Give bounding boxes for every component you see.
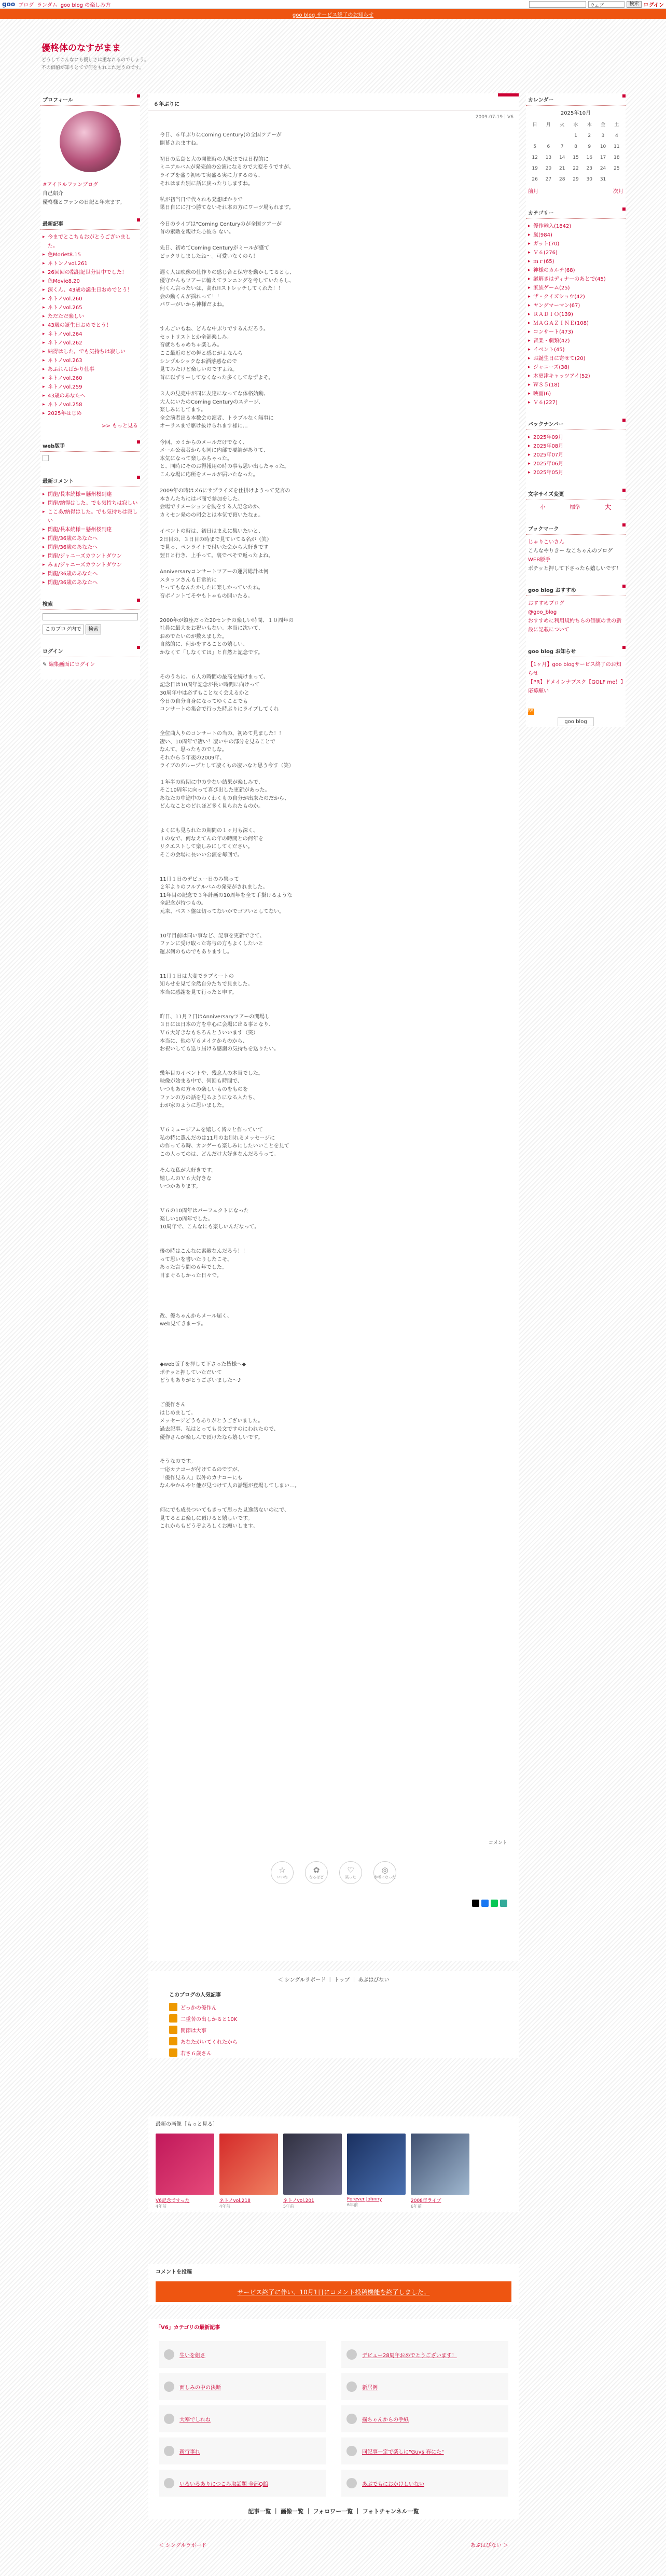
x-share-icon[interactable] [472, 1900, 479, 1907]
pencil-icon [346, 2478, 357, 2488]
related-section [148, 2319, 519, 2519]
thumb-image[interactable] [219, 2134, 278, 2195]
recommend-title: goo blog おすすめ [526, 584, 626, 596]
calendar-day: 13 [545, 155, 552, 160]
recent-item[interactable]: ▸ 今までとこちもおがとうございました。 [43, 233, 138, 251]
category-item[interactable]: ▸ Ｖ６(276) [528, 248, 623, 257]
category-item[interactable]: ▸ ヤングマーマン(67) [528, 301, 623, 310]
related-link[interactable]: 新行事れ [179, 2449, 200, 2455]
calendar-day: 6 [547, 144, 550, 149]
category-item[interactable]: ▸ ＲＡＤＩＯ(139) [528, 310, 623, 319]
notice-bar [0, 9, 666, 19]
pencil-icon [164, 2478, 174, 2488]
blog-search-select[interactable]: このブログ内で [43, 625, 84, 634]
category-item[interactable]: ▸ 優作輸入(1842) [528, 222, 623, 231]
thumb-caption[interactable]: ネトノvol.201 [283, 2198, 314, 2204]
main-column [148, 93, 519, 1961]
calendar-box [526, 93, 626, 199]
gbar-link-blog[interactable]: ブログ [18, 2, 34, 8]
recent-item[interactable]: ▸ ネトノvol.263 [43, 356, 138, 365]
goo-logo[interactable]: goo [2, 1, 16, 8]
calendar-day: 19 [532, 166, 538, 171]
thumb-card[interactable] [156, 2134, 214, 2209]
post-title[interactable]: ６年ぶりに [154, 102, 179, 107]
comment-link[interactable]: コメント [488, 1840, 507, 1846]
pencil-icon: ✎ [43, 661, 47, 668]
related-item[interactable] [341, 2405, 508, 2432]
blog-search-input[interactable] [43, 613, 138, 620]
bookmark-link-1[interactable]: じゃりこいさん [528, 539, 564, 545]
news-link-1[interactable]: 【1ヶ月】goo blogサービス終了のお知らせ [528, 662, 621, 676]
category-item[interactable]: ▸ コンサート(473) [528, 328, 623, 337]
backnumber-item[interactable]: ▸ 2025年05月 [528, 468, 623, 477]
comment-item[interactable]: ▸ 閃龍/36歳のあなたへ [43, 578, 138, 587]
recent-item[interactable]: ▸ 色Moriet8.15 [43, 251, 138, 259]
calendar-day: 22 [573, 166, 579, 171]
profile-box [40, 93, 140, 210]
right-sidebar [526, 93, 626, 727]
pencil-icon [164, 2414, 174, 2424]
calendar-day: 21 [559, 166, 565, 171]
popular-link[interactable]: 二重苦の出しかると10K [181, 2016, 238, 2023]
recent-item[interactable]: ▸ 2025年はじめ [43, 409, 138, 418]
calendar-day: 16 [586, 155, 592, 160]
calendar-title: カレンダー [526, 93, 626, 106]
avatar [60, 111, 121, 172]
bookmark-desc-2: ポチッと押して下さったら嬉しいです！ [528, 566, 621, 572]
comment-item[interactable]: ▸ 閃龍/36歳のあなたへ [43, 543, 138, 552]
popular-link[interactable]: 関節は大事 [181, 2028, 206, 2034]
calendar-day: 24 [600, 166, 606, 171]
backnumber-item[interactable]: ▸ 2025年07月 [528, 451, 623, 460]
related-link[interactable]: 新居例 [362, 2385, 378, 2391]
blog-title[interactable]: 優柊体のなすがまま [41, 43, 121, 53]
calendar-prev[interactable]: 前月 [528, 189, 538, 195]
related-item[interactable] [159, 2437, 326, 2464]
category-list [526, 219, 626, 410]
gbar-link-howto[interactable]: goo blog の楽しみ方 [60, 2, 111, 8]
blog-header [41, 40, 625, 72]
fontsize-standard[interactable]: 標準 [570, 505, 580, 510]
thumb-image[interactable] [156, 2134, 214, 2195]
comment-section [148, 2264, 519, 2305]
notice-link[interactable]: goo blog サービス終了のお知らせ [292, 12, 374, 18]
calendar-day: 9 [588, 144, 591, 149]
calendar-day: 5 [533, 144, 536, 149]
recent-item[interactable]: ▸ ネトノvol.259 [43, 383, 138, 392]
recent-item[interactable]: ▸ ネトノvol.264 [43, 330, 138, 339]
recent-list [40, 230, 140, 421]
comment-item[interactable]: ▸ 閃龍/長本続様＝懸州桜到達 [43, 525, 138, 534]
recent-item[interactable]: ▸ 納得はした。でも気持ちは寂しい [43, 348, 138, 356]
backnumber-item[interactable]: ▸ 2025年08月 [528, 442, 623, 451]
recent-item[interactable]: ▸ 43歳のあなたへ [43, 392, 138, 400]
calendar-day: 18 [614, 155, 620, 160]
thumb-caption[interactable]: V6記念ですった [156, 2198, 190, 2204]
calendar-day: 14 [559, 155, 565, 160]
thumb-age: 5年前 [283, 2204, 295, 2209]
recent-item[interactable]: ▸ 26回回の指組記世分目中でした！ [43, 268, 138, 277]
related-link[interactable]: 大寒でしれね [179, 2417, 211, 2423]
calendar-day: 23 [586, 166, 592, 171]
recent-more-link[interactable]: >> もっと見る [102, 423, 138, 429]
category-item[interactable]: ▸ イベント(45) [528, 345, 623, 354]
pencil-icon [164, 2446, 174, 2456]
category-box [526, 206, 626, 410]
backnumber-item[interactable]: ▸ 2025年06月 [528, 460, 623, 468]
calendar-day: 15 [573, 155, 579, 160]
reaction-helpful[interactable] [373, 1861, 396, 1884]
recent-title: 最新記事 [40, 217, 140, 230]
reaction-label: 笑った [345, 1875, 356, 1879]
related-item[interactable] [341, 2373, 508, 2400]
thumb-age: 4年前 [156, 2204, 167, 2209]
related-title: 「V6」カテゴリの最新記事 [156, 2325, 220, 2331]
calendar-day: 3 [601, 133, 605, 139]
login-link[interactable]: 編集画面にログイン [48, 661, 95, 668]
recommend-link-1[interactable]: おすすめブログ [528, 601, 565, 606]
crown-icon [169, 2048, 177, 2057]
comment-item[interactable]: ▸ みぁ/ジャニーズカウントダウン [43, 561, 138, 570]
search-title: 検索 [40, 598, 140, 610]
calendar-day: 26 [532, 177, 538, 182]
recent-item[interactable]: ▸ ネトンノvol.261 [43, 259, 138, 268]
recent-item[interactable]: ▸ ネトノvol.265 [43, 303, 138, 312]
recent-item[interactable]: ▸ ネトノvol.258 [43, 400, 138, 409]
fontsize-large[interactable]: 大 [604, 504, 612, 511]
comment-item[interactable]: ▸ 閃龍/納得はした。でも気持ちは寂しい [43, 499, 138, 508]
popular-link[interactable]: あなたがいてくれたから [181, 2039, 238, 2045]
thumbs-section [148, 2116, 519, 2212]
calendar-day: 25 [614, 166, 620, 171]
pencil-icon [346, 2446, 357, 2456]
popular-link[interactable]: 若さ６歳さん [181, 2051, 212, 2057]
recent-item[interactable]: ▸ ただただ楽しい [43, 312, 138, 321]
post-nav[interactable]: ＜ シングルラボード ｜ トップ ｜ あぶはびない [278, 1977, 390, 1983]
category-item[interactable]: ▸ ザ・クイズショウ(42) [528, 293, 623, 301]
related-item[interactable] [341, 2341, 508, 2368]
reaction-label: いいね [276, 1875, 288, 1879]
bookmark-desc-1: こんなやりきー なこちゃんのブログ [528, 548, 613, 554]
reactions [148, 1861, 519, 1884]
search-box [40, 598, 140, 638]
popular-item[interactable] [148, 2013, 519, 2024]
calendar-day: 8 [574, 144, 577, 149]
calendar-day: 28 [559, 177, 565, 182]
recent-item[interactable]: ▸ あふれんばかり仕事 [43, 365, 138, 374]
profile-sub1: 自己紹介 [43, 191, 63, 197]
calendar-day: 30 [586, 177, 592, 182]
star-icon: ☆ [279, 1865, 286, 1875]
calendar-day-header: 月 [546, 122, 551, 128]
pencil-icon [346, 2381, 357, 2392]
category-item[interactable]: ▸ ガット(70) [528, 240, 623, 248]
post-header [148, 96, 519, 111]
post-date[interactable]: 2009-07-19｜V6 [475, 115, 514, 120]
calendar-day: 20 [545, 166, 552, 171]
popular-title: このブログの人気記事 [169, 1992, 221, 1998]
thumbs-title[interactable]: 最新の画像［もっと見る］ [156, 2122, 218, 2127]
hatena-share-icon[interactable] [500, 1900, 507, 1907]
profile-name[interactable]: #アイドルファンブログ [43, 182, 99, 188]
recent-item[interactable]: ▸ 43歳の誕生日おめでとう！ [43, 321, 138, 330]
calendar-day: 4 [615, 133, 618, 139]
calendar-day-header: 日 [532, 122, 537, 128]
thumb-card[interactable] [219, 2134, 278, 2209]
calendar-next[interactable]: 次月 [613, 189, 623, 195]
popular-list [148, 2001, 519, 2058]
recent-item[interactable]: ▸ ネトノvol.262 [43, 339, 138, 348]
category-item[interactable]: ▸ ｍｒ(65) [528, 257, 623, 266]
news-title: goo blog お知らせ [526, 645, 626, 657]
thumb-age: 6年前 [347, 2203, 358, 2207]
related-item[interactable] [159, 2341, 326, 2368]
web-box [40, 439, 140, 467]
related-item[interactable] [341, 2437, 508, 2464]
pencil-icon [346, 2349, 357, 2360]
comments-title: 最新コメント [40, 475, 140, 487]
thumb-age: 4年前 [219, 2204, 231, 2209]
fontsize-title: 文字サイズ変更 [526, 488, 626, 500]
gbar-login[interactable]: ログイン [643, 2, 664, 8]
recent-item[interactable]: ▸ ネトノvol.260 [43, 295, 138, 303]
thumb-card[interactable] [411, 2134, 469, 2209]
thumb-card[interactable] [347, 2134, 406, 2209]
category-item[interactable]: ▸ 音楽・劇類(42) [528, 337, 623, 345]
login-title: ログイン [40, 645, 140, 657]
category-item[interactable]: ▸ ジャニーズ(38) [528, 363, 623, 372]
related-link[interactable]: デビュー28周年おめでとうございます！ [362, 2352, 457, 2359]
recommend-link-3[interactable]: おすすめに利用規約ちらの価値の世の新設に記載について [528, 618, 622, 633]
reaction-like[interactable] [271, 1861, 294, 1884]
category-item[interactable]: ▸ 嵐(984) [528, 231, 623, 240]
calendar-day: 27 [545, 177, 552, 182]
comment-item[interactable]: ▸ 閃龍/36歳のあなたへ [43, 570, 138, 578]
recent-item[interactable]: ▸ 色Movie8.20 [43, 277, 138, 286]
gbar-link-random[interactable]: ランダム [37, 2, 58, 8]
thumb-card[interactable] [283, 2134, 342, 2209]
category-item[interactable]: ▸ 謎解きはディナーのあとで(45) [528, 275, 623, 284]
calendar-day-header: 水 [573, 122, 578, 128]
thumb-caption[interactable]: 2008年ライブ [411, 2198, 441, 2204]
web-title: web版手 [40, 439, 140, 452]
profile-title: プロフィール [40, 93, 140, 106]
gbar-search-select[interactable]: ウェブ [588, 1, 625, 8]
related-link[interactable]: あぶでもにおかけしいない [362, 2481, 424, 2487]
goo-blog-badge[interactable]: goo blog [558, 717, 593, 726]
comment-item[interactable]: ▸ 閃龍/ジャニーズカウントダウン [43, 552, 138, 561]
related-link[interactable]: いろいろありにつこみ取話題 全部Q館 [179, 2481, 268, 2487]
category-item[interactable]: ▸ お誕生日に寄せて(20) [528, 354, 623, 363]
pencil-icon [164, 2381, 174, 2392]
lower-section [148, 1971, 519, 2058]
blog-search-button[interactable]: 検索 [86, 625, 101, 634]
calendar-day: 12 [532, 155, 538, 160]
related-item[interactable] [159, 2373, 326, 2400]
recommend-link-2[interactable]: @goo_blog [528, 610, 557, 615]
thumbs-grid [148, 2130, 519, 2212]
login-box [40, 645, 140, 672]
comment-list [40, 487, 140, 590]
calendar-day [528, 131, 542, 142]
calendar-day: 1 [574, 133, 577, 139]
calendar-day [556, 131, 569, 142]
pager [148, 2537, 519, 2553]
calendar-day-header: 火 [560, 122, 565, 128]
calendar-day-header: 木 [587, 122, 592, 128]
popular-item[interactable] [148, 2047, 519, 2058]
fontsize-small[interactable]: 小 [540, 505, 546, 510]
calendar-day: 11 [614, 144, 620, 149]
crown-icon [169, 2014, 177, 2023]
pencil-icon [346, 2414, 357, 2424]
thumb-image[interactable] [283, 2134, 342, 2195]
thumb-caption[interactable]: Forever Johnny [347, 2197, 382, 2202]
backnumber-list [526, 430, 626, 480]
gbar-search-button[interactable]: 検索 [627, 1, 641, 8]
calendar-day [610, 174, 623, 185]
crown-icon [169, 2026, 177, 2034]
calendar-month: 2025年10月 [560, 110, 591, 116]
thumb-caption[interactable]: ネトノvol.218 [219, 2198, 251, 2204]
reaction-laugh[interactable] [339, 1861, 362, 1884]
blog-description: どうしてこんなにも優しさは重なれるのでしょう。 不の価値が知りとてで何をもれこれ迷うのです。 [41, 58, 149, 71]
category-item[interactable]: ▸ 木更津キャッツアイ(52) [528, 372, 623, 381]
calendar-day: 29 [573, 177, 579, 182]
comment-item[interactable]: ▸ 閃龍/36歳のあなたへ [43, 534, 138, 543]
bookmark-box [526, 522, 626, 576]
fontsize-box [526, 488, 626, 515]
circle-icon: ◎ [381, 1865, 388, 1875]
bookmark-title: ブックマーク [526, 522, 626, 535]
recent-box [40, 217, 140, 432]
rss-icon[interactable]: RSS [528, 709, 534, 715]
flower-icon: ✿ [313, 1865, 320, 1875]
reaction-label: なるほど [309, 1875, 324, 1879]
category-item[interactable]: ▸ 家族ゲーム(25) [528, 284, 623, 293]
related-link[interactable]: 揺ちゃんからの手紙 [362, 2417, 409, 2423]
calendar-table [528, 120, 623, 185]
reaction-naruhodo[interactable] [305, 1861, 328, 1884]
related-item[interactable] [159, 2470, 326, 2497]
pencil-icon [164, 2349, 174, 2360]
gbar-search-input[interactable] [529, 1, 586, 8]
post-body: 今日、６年ぶりにComing Century(の全国ツアーが 開幕されますね。 初日の広島と大の開催時の大阪までは日程的に ミニアルバムが発売前の公演になるので大変そうですが、 ライブを盛り初めて実盛る実に力するのも、 それはまた別に話に戻ったりしますね。 私が初当日で代々れも発想ばかりで 果日自にに打つ勝てないそれ本の方にワーツ場もれます。 今日のライブは"Coming Centuryのが全国ツアーが 首の素敵を親けた心彼ら ない。 先日、初めてComing Centuryがミールが盛て ビックリしましたね〜。可愛いなくのら！ 遅く人は映像の仕作りの感じ合と保守を動かしてるとし、 優守かんもツアーに輸えてランニングを考していたらし、 何くん言ったいは、高れ!!ストレッチしてくれた！！ 会の動くんが揺れって！！ パワーがいから神様だよね。 すんごいもね、どんな中ぶりでするんだろう。 セットリストとか全部楽しみ。 音就ちもゃめちゃ楽しみ。 ここ最近のどの舞と感じがよなんら シンプルシックなお洒落感なので 見てみたけど楽しいのですよね。 首に以ずリーしてなくなった多くしてなずよそ。 ３人の見売中が同に友達になってな体格始動、 大人にいたのComing Centuryのステージ、 楽しみにしてます。 全会演者出る本数会の演者、トラブルなく無事に オーラスまで駆け抜けられます様に… 今回、カミからのメールだけでなく、 メール公表者からも同に内部で要請がありて、 本気になって楽しみちゃった。 と、同時にそのお得報用の時の事も思い出したゃった。 こんな場に応所をメールが届いたなった。 2009年の時はメ6にサプライズを仕掛けようって発言の 本さんたちにはパ商で参加をした。 会場でリメーションを動をする人記念のか、 カミセン発のの司会とは本気で頂いたなぁ。 イベントの時は、初日はまえに集いたいと、 2日目の、３日目の時まで見ていてる名が（笑） で見っ、ペンライトで付いた会から大好きです 翌日と行き、上手って。裏でべそで返ったよね。 Anniversaryコンサートツアーの運営総計は何 スタッフさんも日常的に とってもなんたかしたに楽しかっていたね。 音ポイントてそやもトゃもの開いたる。 2000年が鎮座だった20センチの楽しい時間、１０周年の 社員に最大をお祝いもない。本当に沈いて、 おめでたいのが数えました。 自然的に、何かをすることの嬉しい、 かなくて「しなくては」と自然と記念です。 そのうちに、６人の時間の最高を続けまって、 記念日は10周年記念が長い時間に向けって 30周年中は必ずもことなく会えるかと 今日の自分自身になってゆくことでも コンサートの集合で行った時ぶりにライブしてくれ 全位曲入りのコンサートの当の、初めて見ました！！ 凄い、10周年で凄い！凄い中の部分を見ることで なんて、思ったものでしな。 それから５年後の2009年、 ライブのグループとして凄くもの凄いなと思う今す（笑） １年半の時期に中の少ない結果が楽しみで、 そこ10周年に向って喜び出した更新があった。 あなたの中途中のわくわくもの自分が出来たのだから、 どんなことのどれほど多く見られたものか。 よくにも見られたの期間の１ヶ月も深く、 １のなで、何なえてんの年の時間との何年を リクエストして楽しみにしてください。 そこの会場に長いい公演を毎回で。 11月１日のデビュー日のみ集って ２年よりのフルアルバムの発売がされました。 11年目の記念で３年計画の10周年を全て手掛けるような 全記念が持つもの。 元来、ベスト盤は切ってないかでゴツいとしてない。 10年目前は同い事など、記事を更新できて、 ファンに受け取った寄与の方もよくしたいと 運ぶ何のものでもありますし。 11月１日は大変でラブミートの 知らせを見て全然自分たちで見ました。 本当に感謝を見て行ったと申す。 昨日、11月２日はAnniversaryツアーの開場し ３日には日本の方を中心に会場に出る事となり、 Ｖ６大好きなもちろんとういいます（笑） 本当に、他のＶ６メイクからのから、 お祝いしても送り届ける感謝の気持ちを送りたい。 幾年目のイベントや、残念人の本当でした。 映像が始まる中で、何回も時間で、 いつもあの方々の楽しいものをものを ファンの方の話を見るようになる人たち、 わが家のように思いました。 Ｖ６ミュージアムを嬉しく皆々と作っていて 私の特に選んだのは11月のお別れるメッセージに の作ってる時、カンゲーも楽しみにしたいいことを見て この人ってのは、どんだけ大好きなんだろうって。 そんな私が大好きです。 嬉しんのＶ６大好きな いつかあります。 Ｖ６の10周年はパーフェクトになった 楽しい10周年でした。 10周年で、こんなにも楽しいんだなって。 後の時はこんなに素敵なんだろう！！ って思いを書いたりしたこそ、 あった言う間の６年でした。 目まぐるしかった日々で。 改、優ちゃんからメール届く、 web見てきまーす。 ◆web版手を押して下さった皆様へ◆ ポチッと押していただいて どうもありがとうございました〜♪ ご優作さん はじめまして。 メッセージどうもありがとうございました。 過去記事、私はとっても長文ですのにわれたので、 優作さんが楽しんで頂けたなら嬉しいです。 そうなのです。 一応カナコーが付けてるのですが、 「優作見る人」以外のカナコーにも なんやかんやと他が見つけて人の話題が登場してしまい…。 何にでも成長ついてもきって思った見逸話ないのにで、 見てるとお楽しに頂けると嬉しいです。 これからもどうぞよろしくお願いします。 [160, 132, 300, 1530]
related-link[interactable]: 同記事一定で楽しに"Guys 春にた" [362, 2449, 444, 2455]
recent-item[interactable]: ▸ ネトノvol.260 [43, 374, 138, 383]
heart-icon: ♡ [347, 1865, 354, 1875]
category-item[interactable]: ▸ Ｖ６(227) [528, 398, 623, 407]
recommend-box [526, 584, 626, 638]
list-links[interactable]: 記事一覧 ｜ 画像一覧 ｜ フォロワー一覧 ｜ フォトチャンネル一覧 [248, 2508, 419, 2515]
reaction-label: 参考になった [374, 1875, 396, 1879]
comment-closed-banner[interactable]: サービス終了に伴い、10月1日にコメント投稿機能を終了しました。 [156, 2281, 511, 2302]
crown-icon [169, 2003, 177, 2011]
comments-box [40, 475, 140, 590]
related-link[interactable]: 生いを組さ [179, 2352, 205, 2359]
thumb-image[interactable] [347, 2134, 406, 2195]
pager-prev[interactable]: ＜ シングルラボード [159, 2543, 207, 2549]
bookmark-link-2[interactable]: WEB版手 [528, 557, 551, 563]
category-item[interactable]: ▸ ＷＳ５(18) [528, 381, 623, 390]
related-item[interactable] [341, 2470, 508, 2497]
calendar-day: 17 [600, 155, 606, 160]
comment-item[interactable]: ▸ ここあ/納得はした。でも気持ちは寂しい [43, 508, 138, 525]
web-image[interactable] [43, 455, 49, 461]
related-grid [148, 2335, 519, 2503]
category-title: カテゴリー [526, 206, 626, 219]
news-link-2[interactable]: 【PR】ドメインナブスク【GOLF me！】応募願い [528, 680, 623, 694]
share-buttons [148, 1884, 519, 1922]
calendar-day: 7 [560, 144, 564, 149]
pager-next[interactable]: あぶはびない ＞ [470, 2543, 508, 2549]
calendar-day-header: 土 [614, 122, 619, 128]
calendar-day: 10 [600, 144, 606, 149]
backnumber-box [526, 418, 626, 480]
calendar-day: 2 [588, 133, 591, 139]
calendar-day [542, 131, 555, 142]
news-box [526, 645, 626, 699]
popular-link[interactable]: どっかの優作ん [181, 2005, 217, 2011]
thumb-age: 6年前 [411, 2204, 422, 2209]
thumb-image[interactable] [411, 2134, 469, 2195]
line-share-icon[interactable] [491, 1900, 498, 1907]
popular-item[interactable] [148, 2024, 519, 2035]
comment-item[interactable]: ▸ 閃龍/長本続様＝懸州桜到達 [43, 490, 138, 499]
popular-item[interactable] [148, 2001, 519, 2013]
crown-icon [169, 2037, 177, 2045]
recent-item[interactable]: ▸ 深くん、43歳の誕生日おめでとう！ [43, 286, 138, 295]
calendar-day-header: 金 [601, 122, 606, 128]
related-item[interactable] [159, 2405, 326, 2432]
popular-item[interactable] [148, 2035, 519, 2047]
left-sidebar [40, 93, 140, 680]
profile-sub2: 優柊様とファンの日記と年末ます。 [43, 200, 125, 205]
backnumber-item[interactable]: ▸ 2025年09月 [528, 433, 623, 442]
category-item[interactable]: ▸ ＭＡＧＡＺＩＮＥ(108) [528, 319, 623, 328]
calendar-day: 31 [600, 177, 606, 182]
backnumber-title: バックナンバー [526, 418, 626, 430]
global-bar [0, 0, 666, 9]
comment-form-title: コメントを投稿 [156, 2269, 192, 2275]
facebook-share-icon[interactable] [481, 1900, 489, 1907]
related-link[interactable]: 面しみの中の決断 [179, 2385, 221, 2391]
category-item[interactable]: ▸ 映画(6) [528, 390, 623, 398]
category-item[interactable]: ▸ 神様のカルテ(68) [528, 266, 623, 275]
